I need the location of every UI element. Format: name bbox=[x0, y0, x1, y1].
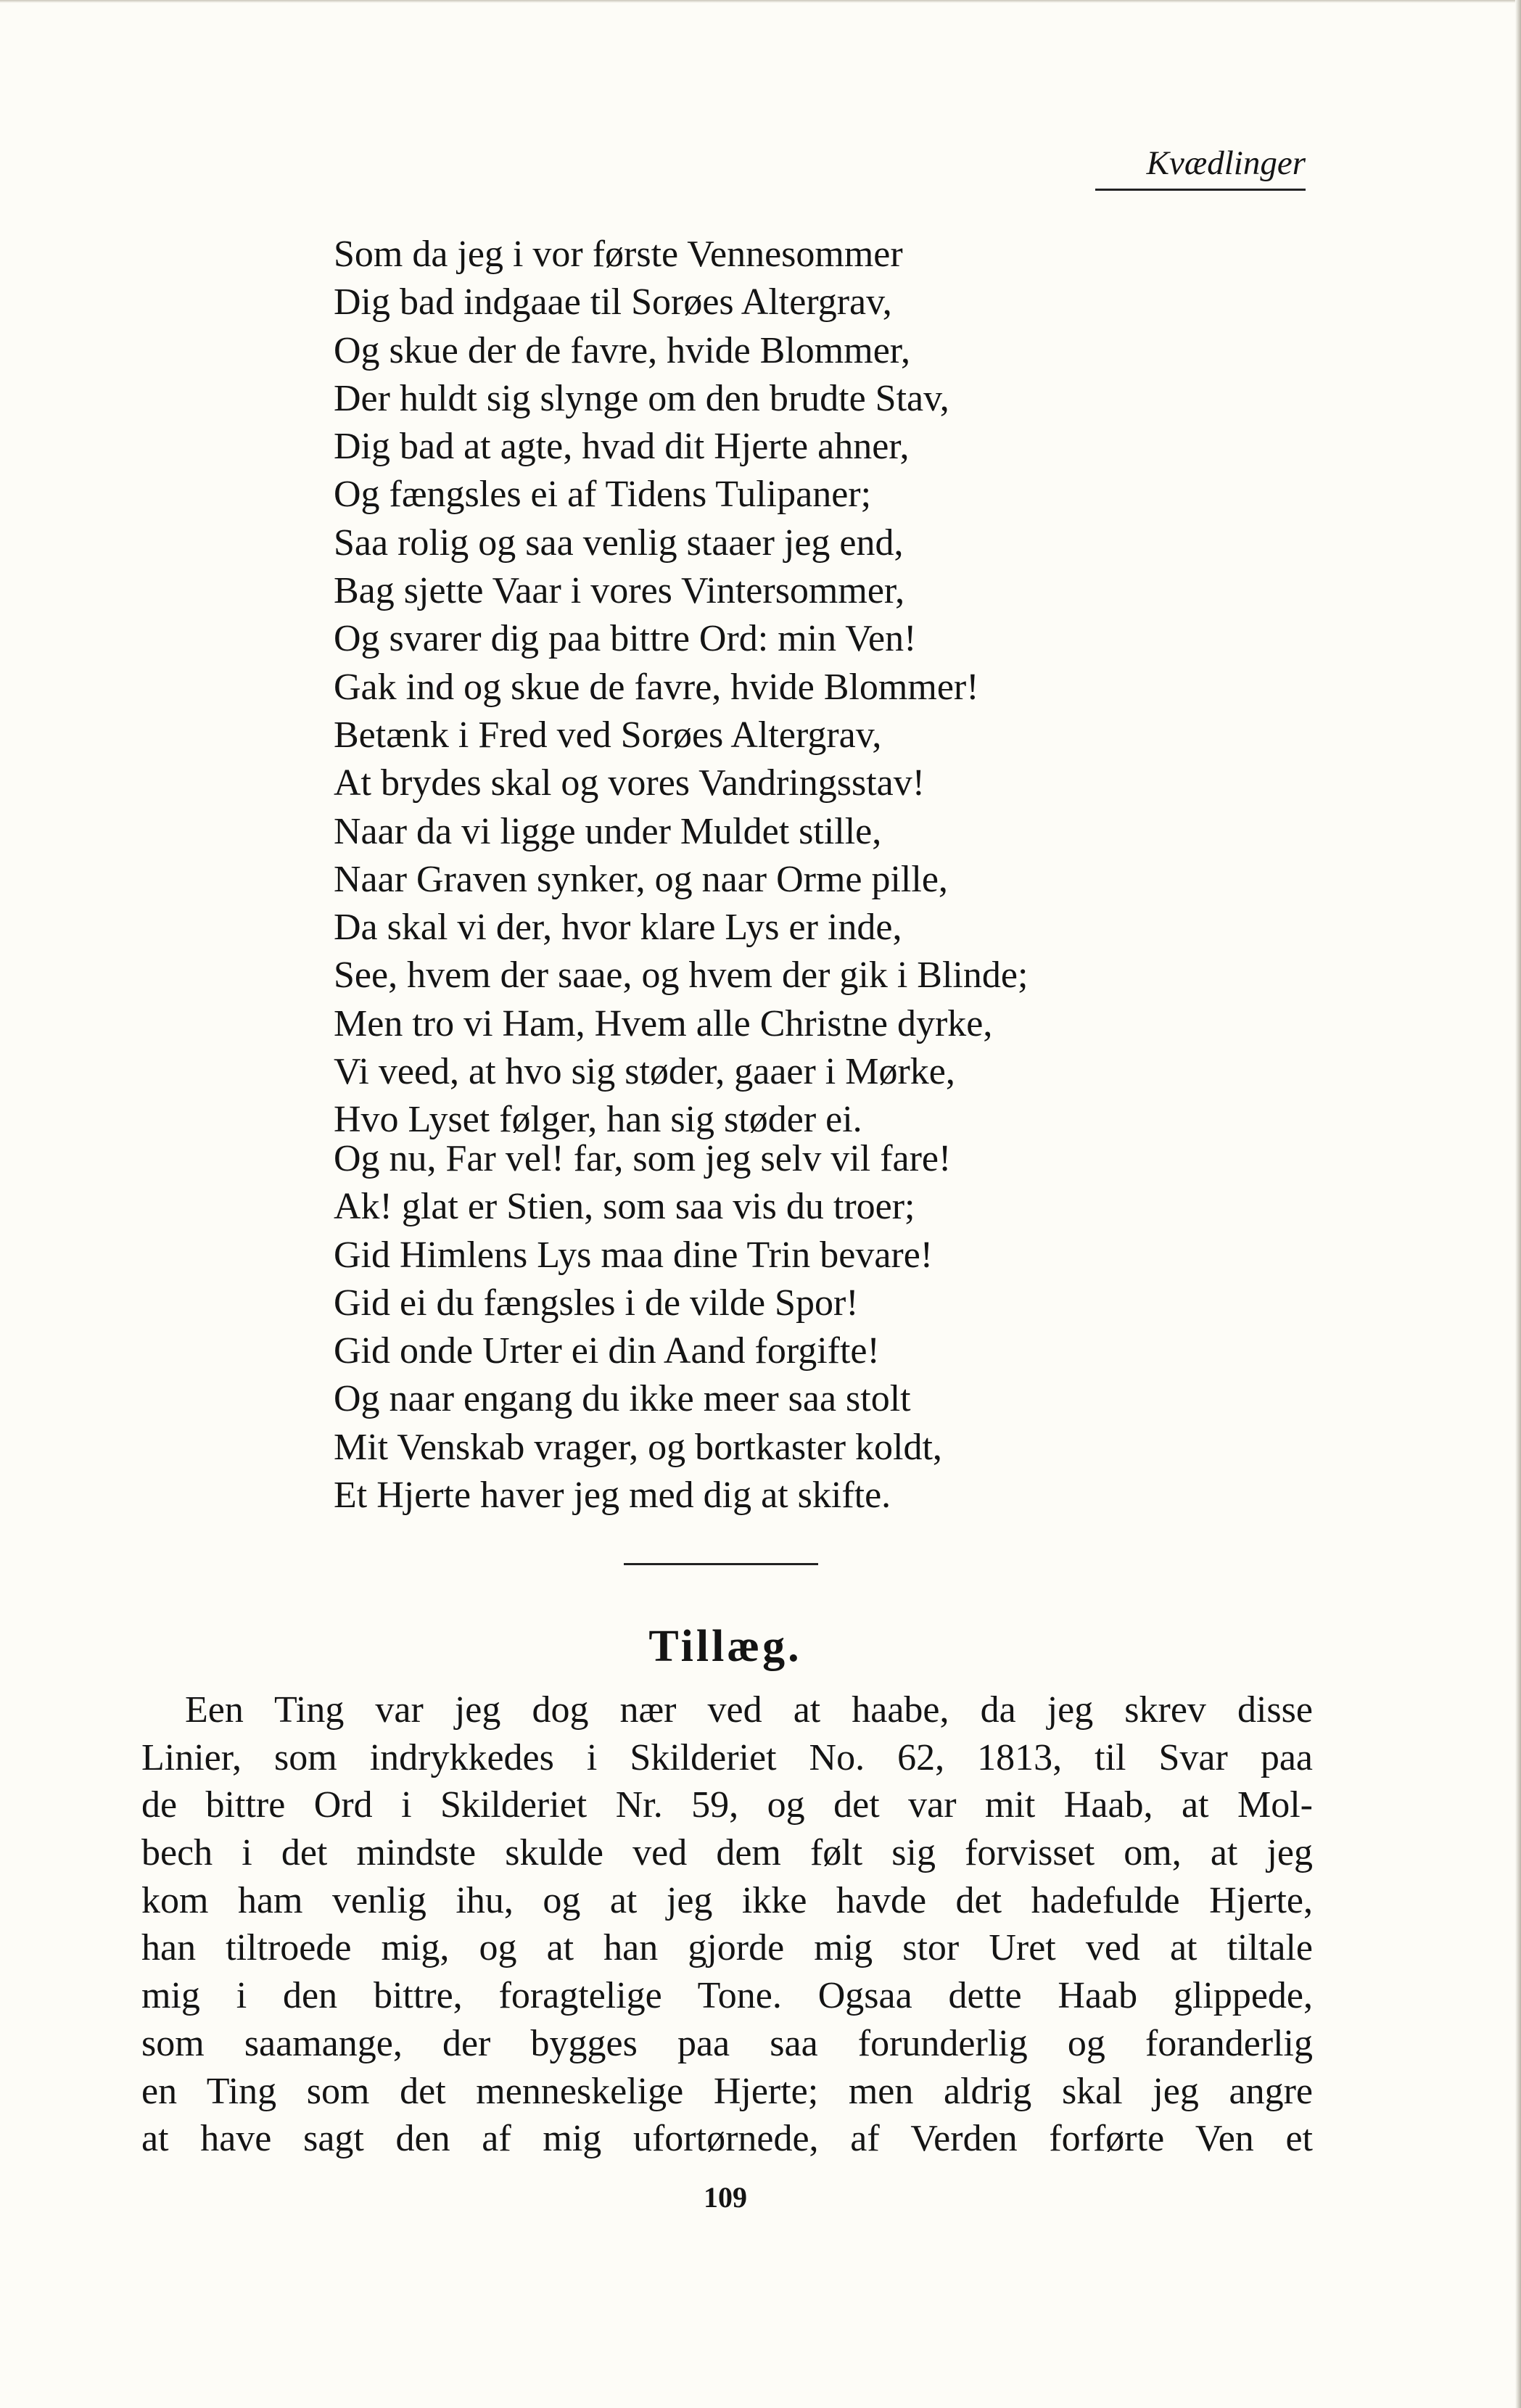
page-right-edge bbox=[1515, 0, 1521, 2408]
verse-line: Naar Graven synker, og naar Orme pille, bbox=[334, 858, 948, 900]
section-divider bbox=[624, 1563, 818, 1565]
prose-line: Linier, som indrykkedes i Skilderiet No. 62, 1813, til Svar paa bbox=[141, 1736, 1313, 1778]
verse-line: Ak! glat er Stien, som saa vis du troer; bbox=[334, 1186, 915, 1228]
prose-line: at have sagt den af mig ufortørnede, af Verden forførte Ven et bbox=[141, 2118, 1313, 2160]
verse-line: Betænk i Fred ved Sorøes Altergrav, bbox=[334, 714, 882, 756]
prose-line: som saamange, der bygges paa saa forunderlig og foranderlig bbox=[141, 2022, 1313, 2064]
verse-line: Gid Himlens Lys maa dine Trin bevare! bbox=[334, 1234, 933, 1276]
verse-line: Som da jeg i vor første Vennesommer bbox=[334, 234, 903, 275]
verse-line: Der huldt sig slynge om den brudte Stav, bbox=[334, 377, 949, 419]
prose-line: kom ham venlig ihu, og at jeg ikke havde det hadefulde Hjerte, bbox=[141, 1879, 1313, 1921]
section-heading: Tillæg. bbox=[648, 1622, 802, 1671]
verse-line: At brydes skal og vores Vandringsstav! bbox=[334, 762, 926, 804]
prose-line: en Ting som det menneskelige Hjerte; men aldrig skal jeg angre bbox=[141, 2070, 1313, 2112]
verse-line: Mit Venskab vrager, og bortkaster koldt, bbox=[334, 1426, 942, 1468]
verse-line: Gid ei du fængsles i de vilde Spor! bbox=[334, 1282, 859, 1324]
verse-line: Naar da vi ligge under Muldet stille, bbox=[334, 810, 882, 852]
poem-stanza-2 bbox=[334, 1135, 1291, 1520]
verse-line: Men tro vi Ham, Hvem alle Christne dyrke, bbox=[334, 1002, 993, 1044]
verse-line: Et Hjerte haver jeg med dig at skifte. bbox=[334, 1475, 891, 1517]
verse-line: Hvo Lyset følger, han sig støder ei. bbox=[334, 1099, 862, 1141]
prose-line: de bittre Ord i Skilderiet Nr. 59, og det var mit Haab, at Mol- bbox=[141, 1784, 1313, 1826]
verse-line: See, hvem der saae, og hvem der gik i Blinde; bbox=[334, 954, 1029, 997]
verse-line: Da skal vi der, hvor klare Lys er inde, bbox=[334, 907, 902, 949]
page-top-edge bbox=[0, 0, 1521, 3]
prose-line: han tiltroede mig, og at han gjorde mig stor Uret ved at tiltale bbox=[141, 1927, 1313, 1969]
verse-line: Og svarer dig paa bittre Ord: min Ven! bbox=[334, 618, 917, 660]
verse-line: Gak ind og skue de favre, hvide Blommer! bbox=[334, 666, 979, 708]
poem-stanza-1 bbox=[334, 231, 1291, 1145]
verse-line: Dig bad at agte, hvad dit Hjerte ahner, bbox=[334, 426, 910, 468]
verse-line: Og skue der de favre, hvide Blommer, bbox=[334, 329, 911, 371]
verse-line: Og naar engang du ikke meer saa stolt bbox=[334, 1378, 911, 1420]
verse-line: Vi veed, at hvo sig støder, gaaer i Mørke, bbox=[334, 1051, 955, 1093]
verse-line: Saa rolig og saa venlig staaer jeg end, bbox=[334, 521, 904, 564]
prose-line: bech i det mindste skulde ved dem følt sig forvisset om, at jeg bbox=[141, 1832, 1313, 1874]
verse-line: Og nu, Far vel! far, som jeg selv vil fare! bbox=[334, 1138, 952, 1179]
prose-paragraph bbox=[141, 1686, 1313, 2163]
verse-line: Og fængsles ei af Tidens Tulipaner; bbox=[334, 474, 872, 516]
prose-line: mig i den bittre, foragtelige Tone. Ogsaa dette Haab glippede, bbox=[141, 1975, 1313, 2017]
verse-line: Gid onde Urter ei din Aand forgifte! bbox=[334, 1330, 880, 1372]
running-head-underline bbox=[1095, 189, 1306, 191]
verse-line: Dig bad indgaae til Sorøes Altergrav, bbox=[334, 281, 892, 323]
prose-line: Een Ting var jeg dog nær ved at haabe, da jeg skrev disse bbox=[185, 1689, 1313, 1731]
verse-line: Bag sjette Vaar i vores Vintersommer, bbox=[334, 570, 905, 612]
page-number: 109 bbox=[704, 2181, 747, 2214]
running-head: Kvædlinger bbox=[1146, 144, 1306, 182]
